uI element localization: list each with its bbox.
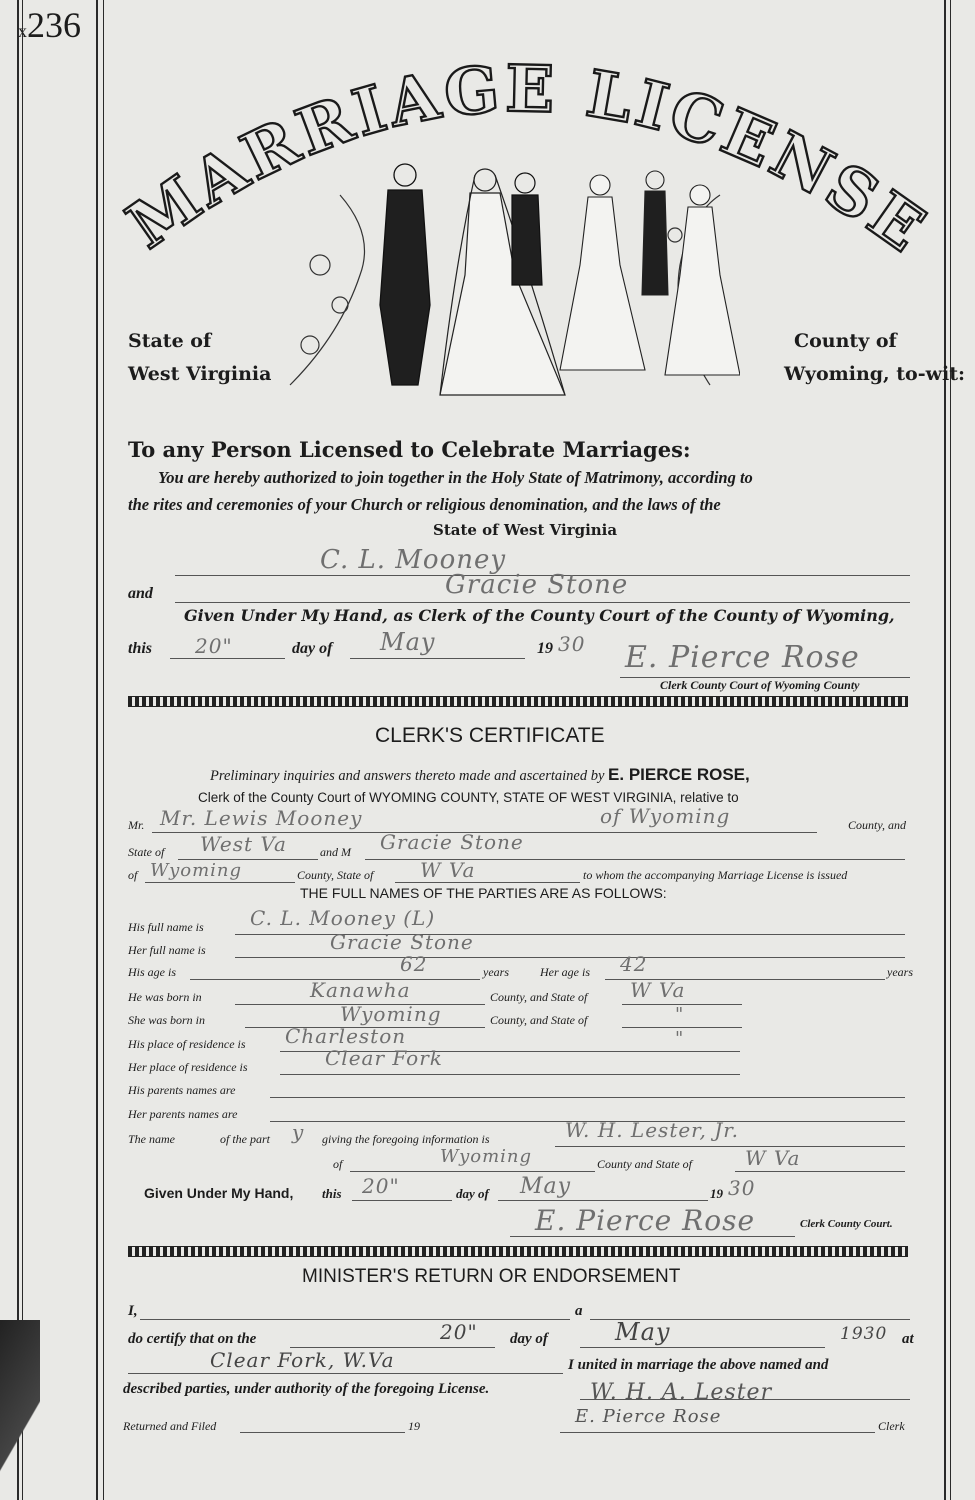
minister-place-line: [128, 1373, 563, 1374]
cert-month-line: [498, 1200, 708, 1201]
cert-clerk-caption: Clerk County Court.: [800, 1218, 893, 1230]
cert-month-handwritten: May: [520, 1174, 572, 1199]
informant-state-handwritten: W Va: [745, 1146, 801, 1170]
minister-year-handwritten: 1930: [840, 1324, 888, 1344]
county-state-label: County, State of: [297, 868, 374, 882]
of-label: of: [128, 868, 138, 882]
she-born-label: She was born in: [128, 1013, 206, 1027]
page-number-prefix: x: [18, 21, 27, 41]
county-label-1: County of: [794, 330, 897, 352]
bride-name-handwritten: Gracie Stone: [445, 570, 629, 600]
part-handwritten: y: [292, 1120, 305, 1144]
his-residence-label: His place of residence is: [128, 1037, 246, 1051]
united-label: I united in marriage the above named and: [568, 1357, 829, 1373]
her-residence-label: Her place of residence is: [128, 1060, 248, 1074]
cert-day-line: [352, 1200, 452, 1201]
minister-signature: W. H. A. Lester: [590, 1380, 773, 1405]
license-body-line-2: the rites and ceremonies of your Church or religious denomination, and the laws of the: [128, 495, 721, 514]
full-names-heading: THE FULL NAMES OF THE PARTIES ARE AS FOLLOWS:: [300, 885, 667, 901]
certificate-intro-1-text: Preliminary inquiries and answers thereto made and ascertained by: [210, 768, 605, 784]
she-born-handwritten: Wyoming: [340, 1002, 442, 1026]
license-clerk-signature: E. Pierce Rose: [625, 640, 860, 675]
miss-name-handwritten: Gracie Stone: [380, 830, 524, 854]
returned-year-prefix: 19: [408, 1419, 420, 1433]
bridesmaid-figures: [560, 171, 740, 375]
and-m-label: and M: [320, 845, 351, 859]
this-label: this: [128, 640, 153, 657]
and-label: and: [128, 585, 153, 602]
her-age-label: Her age is: [540, 965, 590, 979]
county-state-of-label: County, and State of: [490, 990, 588, 1004]
informant-handwritten: W. H. Lester, Jr.: [565, 1118, 740, 1142]
he-state-handwritten: W Va: [630, 978, 686, 1002]
minister-day-handwritten: 20": [440, 1320, 478, 1344]
state-handwritten: West Va: [200, 832, 287, 856]
minister-place-handwritten: Clear Fork, W.Va: [210, 1348, 395, 1372]
her-residence-handwritten: Clear Fork: [325, 1046, 443, 1070]
page-number-value: 236: [27, 5, 81, 45]
certificate-clerk-name: E. PIERCE ROSE,: [608, 765, 750, 784]
state-label-2: West Virginia: [128, 363, 272, 385]
of-the-part-label: of the part: [220, 1132, 270, 1146]
cert-clerk-signature: E. Pierce Rose: [535, 1204, 756, 1237]
informant-county-handwritten: Wyoming: [440, 1146, 533, 1167]
license-month-handwritten: May: [380, 628, 436, 656]
bride-line: [175, 602, 910, 603]
years-label-2: years: [887, 965, 913, 979]
he-born-handwritten: Kanawha: [310, 978, 411, 1002]
her-name-line: [235, 957, 905, 958]
cert-given-label: Given Under My Hand,: [144, 1185, 294, 1201]
certify-label: do certify that on the: [128, 1331, 257, 1347]
returned-clerk-signature: E. Pierce Rose: [575, 1406, 722, 1427]
her-name-handwritten: Gracie Stone: [330, 930, 474, 954]
her-name-label: Her full name is: [128, 943, 206, 957]
cert-day-of-label: day of: [456, 1186, 489, 1201]
groom-name-handwritten: C. L. Mooney: [320, 545, 507, 575]
her-parents-label: Her parents names are: [128, 1107, 238, 1121]
county-label-2: Wyoming, to-wit:: [784, 363, 965, 385]
his-parents-line: [270, 1097, 905, 1098]
of-county-handwritten: Wyoming: [150, 860, 243, 881]
of-label-2: of: [333, 1157, 343, 1171]
minister-month-line: [580, 1347, 825, 1348]
minister-name-line: [140, 1319, 570, 1320]
mr-label: Mr.: [128, 818, 145, 832]
his-parents-label: His parents names are: [128, 1083, 236, 1097]
state-label-1: State of: [128, 330, 212, 352]
license-day-handwritten: 20": [195, 634, 233, 658]
cert-year-handwritten: 30: [728, 1176, 756, 1200]
his-name-handwritten: C. L. Mooney (L): [250, 906, 436, 930]
minister-figure: [380, 164, 430, 385]
issued-label: to whom the accompanying Marriage License is issued: [583, 868, 848, 882]
her-residence-line: [280, 1074, 740, 1075]
returned-date-line: [240, 1432, 405, 1433]
he-born-label: He was born in: [128, 990, 202, 1004]
minister-day-of-label: day of: [510, 1331, 548, 1347]
license-title: MARRIAGE LICENSE: [114, 51, 941, 269]
certificate-intro-1: [210, 765, 750, 785]
ornamental-divider-1: [128, 696, 908, 707]
county-state-of-label-2: County, and State of: [490, 1013, 588, 1027]
informant-line: [555, 1146, 905, 1147]
described-label: described parties, under authority of the foregoing License.: [123, 1381, 490, 1397]
county-state-line: [395, 882, 580, 883]
cert-year-prefix: 19: [710, 1186, 723, 1201]
year-prefix: 19: [537, 640, 553, 657]
county-and-label: County, and: [848, 818, 907, 832]
cert-this-label: this: [322, 1186, 342, 1201]
minister-i-label: I,: [128, 1303, 138, 1319]
license-body-line-1: You are hereby authorized to join together in the Holy State of Matrimony, according to: [158, 468, 753, 487]
minister-month-handwritten: May: [615, 1318, 671, 1346]
returned-clerk-line: [560, 1432, 875, 1433]
years-label: years: [483, 965, 509, 979]
license-year-handwritten: 30: [558, 632, 586, 656]
returned-clerk-label: Clerk: [878, 1419, 905, 1433]
month-line: [350, 658, 525, 659]
cert-day-handwritten: 20": [362, 1174, 400, 1198]
informant-state-line: [735, 1171, 905, 1172]
informant-county-line: [350, 1171, 595, 1172]
page-corner-shadow: [0, 1320, 40, 1500]
day-line: [170, 658, 285, 659]
his-name-label: His full name is: [128, 920, 204, 934]
his-age-label: His age is: [128, 965, 176, 979]
license-body-line-3: State of West Virginia: [433, 521, 618, 539]
license-heading: To any Person Licensed to Celebrate Marriages:: [128, 437, 691, 462]
certificate-heading: CLERK'S CERTIFICATE: [375, 724, 605, 747]
of-county-line: [145, 882, 295, 883]
her-age-handwritten: 42: [620, 952, 648, 976]
she-state-handwritten: ": [675, 1004, 685, 1025]
mr-county-handwritten: of Wyoming: [600, 804, 731, 828]
mr-name-handwritten: Mr. Lewis Mooney: [160, 806, 363, 830]
license-clerk-caption: Clerk County Court of Wyoming County: [660, 678, 860, 692]
minister-a-label: a: [575, 1303, 583, 1319]
informant-name-label: The name: [128, 1132, 175, 1146]
his-age-handwritten: 62: [400, 952, 428, 976]
day-of-label: day of: [292, 640, 333, 657]
giving-label: giving the foregoing information is: [322, 1132, 490, 1146]
bride-figure: [440, 169, 565, 395]
returned-filed-label: Returned and Filed: [123, 1419, 217, 1433]
his-residence-state-handwritten: ": [675, 1028, 685, 1049]
county-state-handwritten: W Va: [420, 858, 476, 882]
ornamental-divider-2: [128, 1246, 908, 1257]
state-of-label: State of: [128, 845, 165, 859]
minister-heading: MINISTER'S RETURN OR ENDORSEMENT: [302, 1266, 681, 1287]
minister-at-label: at: [902, 1331, 914, 1347]
wedding-illustration: [280, 155, 740, 425]
his-residence-handwritten: Charleston: [285, 1024, 407, 1048]
given-under-hand-line: Given Under My Hand, as Clerk of the County Court of the County of Wyoming,: [184, 606, 895, 625]
groom-figure: [512, 173, 542, 285]
county-and-state-label: County and State of: [597, 1157, 692, 1171]
certificate-intro-2: Clerk of the County Court of WYOMING COUNTY, STATE OF WEST VIRGINIA, relative to: [198, 790, 739, 805]
